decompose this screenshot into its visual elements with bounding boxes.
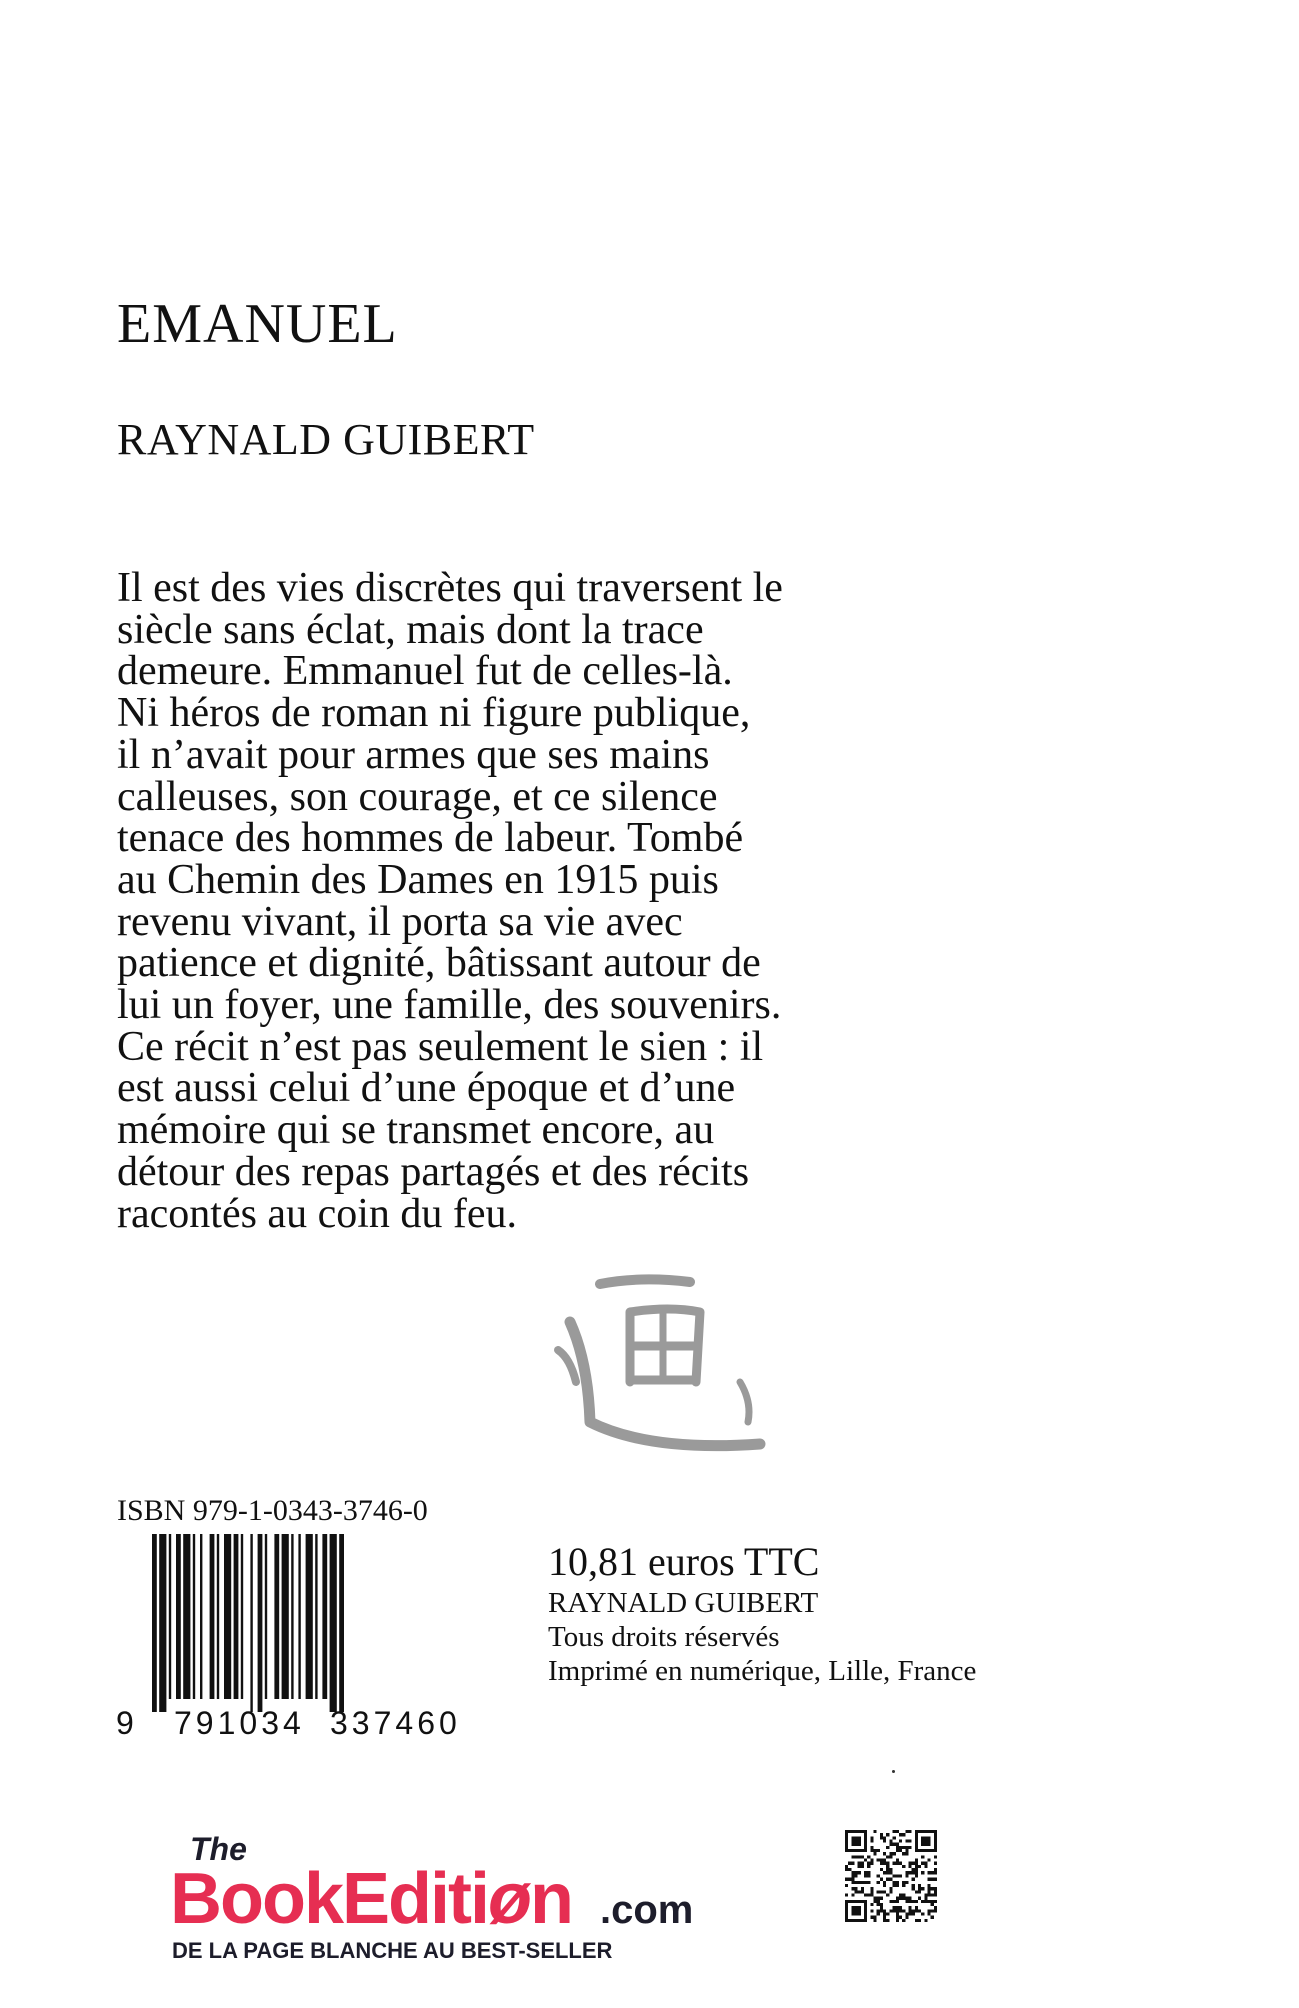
barcode-digits-right: 337460 xyxy=(330,1705,461,1739)
barcode-icon xyxy=(112,1534,487,1739)
blurb-line: patience et dignité, bâtissant autour de xyxy=(117,940,761,987)
logo-domain: .com xyxy=(600,1888,694,1932)
publisher-logo xyxy=(170,1828,710,1963)
blurb-line: demeure. Emmanuel fut de celles-là. xyxy=(117,648,733,695)
blurb-line: est aussi celui d’une époque et d’une xyxy=(117,1065,736,1112)
blurb-line: au Chemin des Dames en 1915 puis xyxy=(117,856,719,903)
blurb-line: tenace des hommes de labeur. Tombé xyxy=(117,815,744,862)
blurb-line: mémoire qui se transmet encore, au xyxy=(117,1107,715,1154)
blurb-line: il n’avait pour armes que ses mains xyxy=(117,731,710,778)
back-cover-blurb xyxy=(117,565,987,1237)
blurb-line: Il est des vies discrètes qui traversent le xyxy=(117,565,783,611)
price: 10,81 euros TTC xyxy=(548,1539,820,1584)
blurb-line: revenu vivant, il porta sa vie avec xyxy=(117,898,683,945)
isbn-label: ISBN 979-1-0343-3746-0 xyxy=(117,1494,428,1527)
book-author: RAYNALD GUIBERT xyxy=(117,415,535,464)
blurb-line: racontés au coin du feu. xyxy=(117,1190,518,1237)
svg-text:BookEditiøn xyxy=(170,1859,572,1939)
speck xyxy=(892,1770,895,1773)
qr-code-icon xyxy=(845,1830,937,1922)
rights-notice: Tous droits réservés xyxy=(548,1621,780,1653)
logo-name-part2: n xyxy=(529,1859,572,1939)
colophon xyxy=(548,1538,976,1688)
blurb-line: calleuses, son courage, et ce silence xyxy=(117,773,718,820)
logo-tagline: DE LA PAGE BLANCHE AU BEST-SELLER xyxy=(172,1938,613,1963)
blurb-line: détour des repas partagés et des récits xyxy=(117,1148,750,1195)
colophon-author: RAYNALD GUIBERT xyxy=(548,1587,819,1619)
calligraphy-ornament-icon xyxy=(530,1262,790,1462)
barcode-digits-left: 791034 xyxy=(174,1705,305,1739)
blurb-line: siècle sans éclat, mais dont la trace xyxy=(117,606,704,653)
printing-notice: Imprimé en numérique, Lille, France xyxy=(548,1655,977,1687)
logo-feather-o-icon: ø xyxy=(488,1859,530,1939)
logo-the: The xyxy=(190,1831,247,1867)
barcode-digit-prefix: 9 xyxy=(116,1705,134,1739)
book-title: EMANUEL xyxy=(117,293,398,355)
blurb-line: Ni héros de roman ni figure publique, xyxy=(117,690,751,737)
blurb-line: Ce récit n’est pas seulement le sien : il xyxy=(117,1023,764,1070)
logo-name-part1: BookEditi xyxy=(170,1859,488,1939)
blurb-line: lui un foyer, une famille, des souvenirs. xyxy=(117,982,782,1029)
